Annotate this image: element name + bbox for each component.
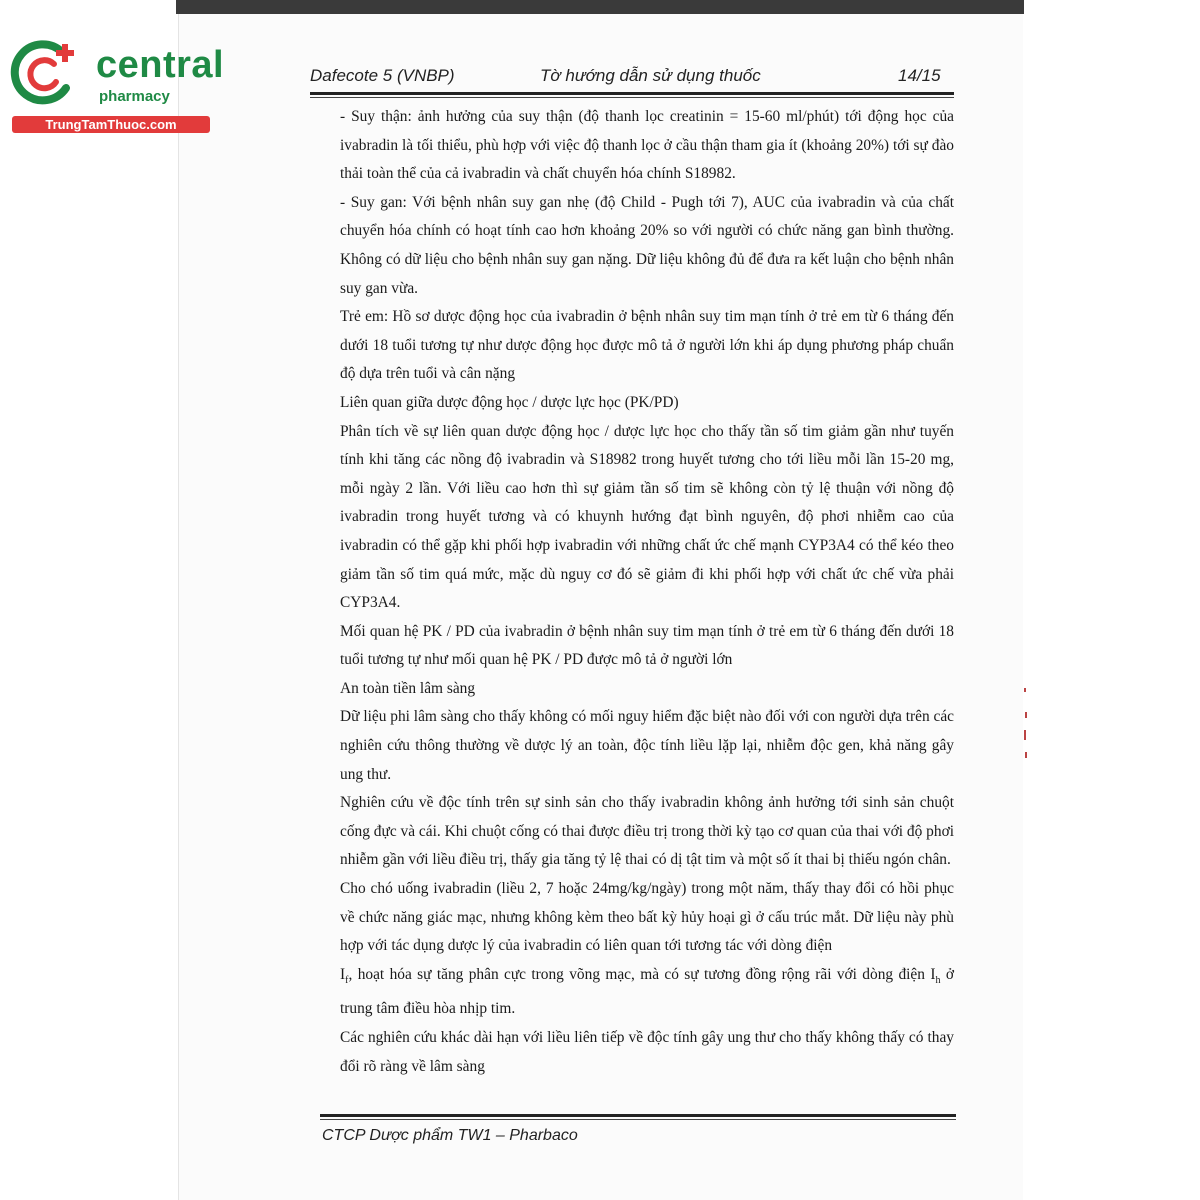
logo-url-badge: TrungTamThuoc.com <box>12 116 210 133</box>
footer-rule <box>320 1114 956 1117</box>
paragraph-preclinical-data: Dữ liệu phi lâm sàng cho thấy không có mối nguy hiểm đặc biệt nào đối với con người dựa trên các nghiên cứu thông thường về dược lý an toàn, độc tính liều lặp lại, nhiễm độc gen, khả năng gây ung thư. <box>340 708 954 783</box>
header-rule <box>310 92 954 95</box>
paragraph-reproduction: Nghiên cứu về độc tính trên sự sinh sản cho thấy ivabradin không ảnh hưởng tới sinh sản chuột cống đực và cái. Khi chuột cống có thai được điều trị trong thời kỳ tạo cơ quan của thai với độ phơi nhiễm gần với liều điều trị, thấy gia tăng tỷ lệ thai có dị tật tim và một số ít thai bị thiếu ngón chân. <box>340 794 954 869</box>
scan-mark <box>1025 752 1027 758</box>
paragraph-pkpd-children: Mối quan hệ PK / PD của ivabradin ở bệnh nhân suy tim mạn tính ở trẻ em từ 6 tháng đến dưới 18 tuổi tương tự như mối quan hệ PK / PD được mô tả ở người lớn <box>340 622 954 669</box>
paragraph-carcinogenicity: Các nghiên cứu khác dài hạn với liều liên tiếp về độc tính gây ung thư cho thấy không thấy có thay đổi rõ ràng về lâm sàng <box>340 1029 954 1075</box>
central-pharmacy-logo <box>10 38 225 136</box>
header-page-number: 14/15 <box>898 66 941 85</box>
current-line-text: , hoạt hóa sự tăng phân cực trong võng mạc, mà có sự tương đồng rộng rãi với dòng điện <box>348 965 931 983</box>
scan-mark <box>1024 688 1026 692</box>
section-heading-pkpd: Liên quan giữa dược động học / dược lực học (PK/PD) <box>340 393 679 411</box>
section-heading-preclinical: An toàn tiền lâm sàng <box>340 679 476 697</box>
paragraph-children: Trẻ em: Hồ sơ dược động học của ivabradin ở bệnh nhân suy tim mạn tính ở trẻ em từ 6 tháng đến dưới 18 tuổi tương tự như dược động học được mô tả ở người lớn khi áp dụng phương pháp chuẩn độ dựa trên tuổi và cân nặng <box>340 308 954 383</box>
header-product-name: Dafecote 5 (VNBP) <box>310 66 455 85</box>
current-if-subscript: f <box>345 974 349 986</box>
current-if-symbol: I <box>340 965 346 983</box>
header-document-title: Tờ hướng dẫn sử dụng thuốc <box>540 66 761 85</box>
logo-name: central <box>96 44 225 86</box>
footer-company: CTCP Dược phẩm TW1 – Pharbaco <box>322 1127 578 1144</box>
document-body <box>340 103 954 1081</box>
paragraph-renal: - Suy thận: ảnh hưởng của suy thận (độ thanh lọc creatinin = 15-60 ml/phút) tới động học của ivabradin là tối thiểu, phù hợp với việc độ thanh lọc ở cầu thận tham gia ít (khoảng 20%) tới sự đào thải toàn thể của cả ivabradin và chất chuyển hóa chính S18982. <box>340 108 954 183</box>
current-line-end: ở trung tâm điều hòa nhịp tim. <box>340 965 954 1018</box>
paragraph-hepatic: - Suy gan: Với bệnh nhân suy gan nhẹ (độ Child - Pugh tới 7), AUC của ivabradin và của chất chuyển hóa chính có hoạt tính cao hơn khoảng 20% so với người có chức năng gan bình thường. Không có dữ liệu cho bệnh nhân suy gan nặng. Dữ liệu không đủ để đưa ra kết luận cho bệnh nhân suy gan vừa. <box>340 193 954 297</box>
logo-subtitle: pharmacy <box>99 88 170 105</box>
header-rule-thin <box>310 97 954 98</box>
current-ih-subscript: h <box>935 974 941 986</box>
paragraph-current-line <box>340 961 954 1024</box>
scan-top-bar <box>176 0 1024 14</box>
logo-mark-icon <box>10 38 80 108</box>
scan-mark <box>1024 730 1026 740</box>
scan-mark <box>1025 712 1027 718</box>
current-ih-symbol: I <box>930 965 936 983</box>
paragraph-pkpd-analysis: Phân tích về sự liên quan dược động học / dược lực học cho thấy tần số tim giảm gần như tuyến tính khi tăng các nồng độ ivabradin và S18982 trong huyết tương cho tới liều mỗi lần 15-20 mg, mỗi ngày 2 lần. Với liều cao hơn thì sự giảm tần số tim sẽ không còn tỷ lệ thuận với nồng độ ivabradin trong huyết tương và có khuynh hướng đạt bình nguyên, độ phơi nhiễm cao của ivabradin có thể gặp khi phối hợp ivabradin với những chất ức chế mạnh CYP3A4 có thể kéo theo giảm tần số tim quá mức, mặc dù nguy cơ đó sẽ giảm đi khi phối hợp với chất ức chế vừa phải CYP3A4. <box>340 422 954 612</box>
paragraph-dog-study: Cho chó uống ivabradin (liều 2, 7 hoặc 24mg/kg/ngày) trong một năm, thấy thay đổi có hồi phục về chức năng giác mạc, nhưng không kèm theo bất kỳ hủy hoại gì ở cấu trúc mắt. Dữ liệu này phù hợp với tác dụng dược lý của ivabradin có liên quan tới tương tác với dòng điện <box>340 880 954 955</box>
footer-rule-thin <box>320 1119 956 1120</box>
